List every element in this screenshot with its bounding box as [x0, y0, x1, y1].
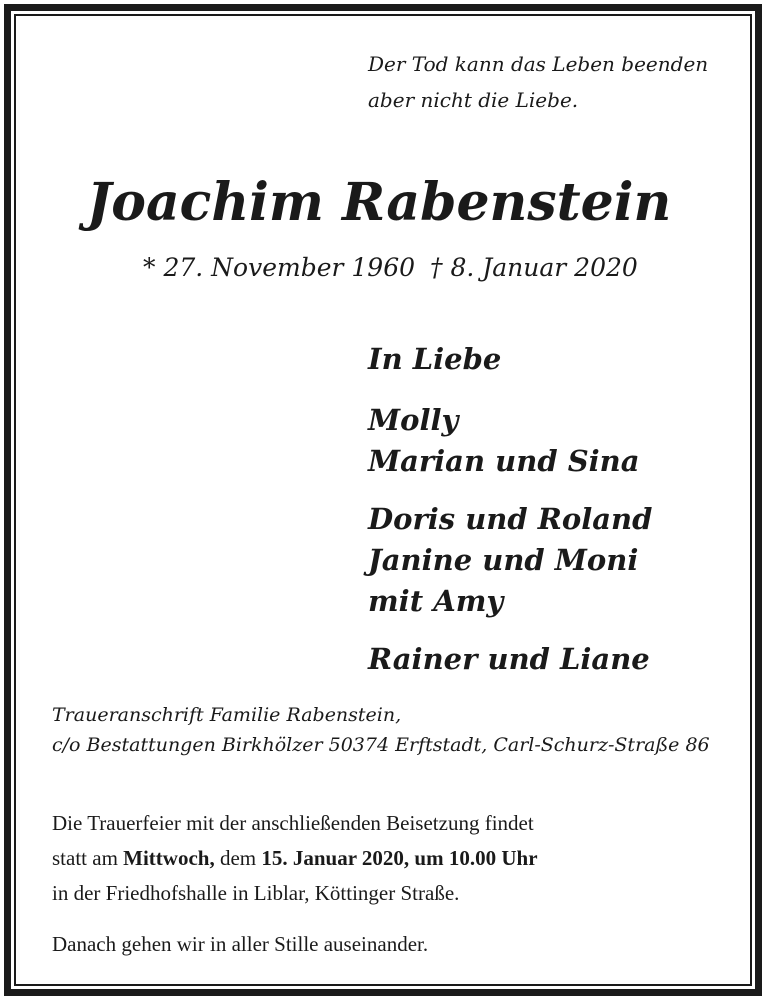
mourner-line: Doris und Roland [368, 502, 653, 536]
death-date: † 8. Januar 2020 [430, 253, 638, 282]
mourners-group [368, 639, 650, 680]
address-line: c/o Bestattungen Birkhölzer 50374 Erftstadt, Carl-Schurz-Straße 86 [52, 734, 710, 756]
funeral-notice [52, 806, 538, 911]
deceased-name: Joachim Rabenstein [86, 172, 672, 233]
mourner-line: Rainer und Liane [368, 642, 650, 676]
mourners-group [368, 400, 640, 482]
mourner-line: mit Amy [368, 584, 504, 618]
funeral-line: Die Trauerfeier mit der anschließenden Beisetzung findet [52, 811, 534, 835]
mourner-line: Marian und Sina [368, 444, 640, 478]
motto-line: aber nicht die Liebe. [368, 88, 579, 112]
mourners-group [368, 499, 652, 622]
motto-line: Der Tod kann das Leben beenden [368, 52, 709, 76]
birth-date: * 27. November 1960 [143, 253, 416, 282]
motto-quote [368, 46, 708, 118]
address-line: Traueranschrift Familie Rabenstein, [52, 704, 402, 726]
funeral-weekday: Mittwoch, [123, 846, 215, 870]
mourning-address [52, 700, 710, 760]
mourners-intro-line: In Liebe [368, 342, 502, 376]
mourner-line: Janine und Moni [368, 543, 639, 577]
funeral-text: dem [214, 846, 262, 870]
funeral-datetime: 15. Januar 2020, um 10.00 Uhr [261, 846, 538, 870]
funeral-line: in der Friedhofshalle in Liblar, Köttinger Straße. [52, 881, 460, 905]
mourners-intro [368, 339, 501, 380]
mourner-line: Molly [368, 403, 459, 437]
funeral-text: statt am [52, 846, 124, 870]
funeral-line [52, 841, 538, 876]
closing-note: Danach gehen wir in aller Stille auseinander. [52, 932, 429, 956]
